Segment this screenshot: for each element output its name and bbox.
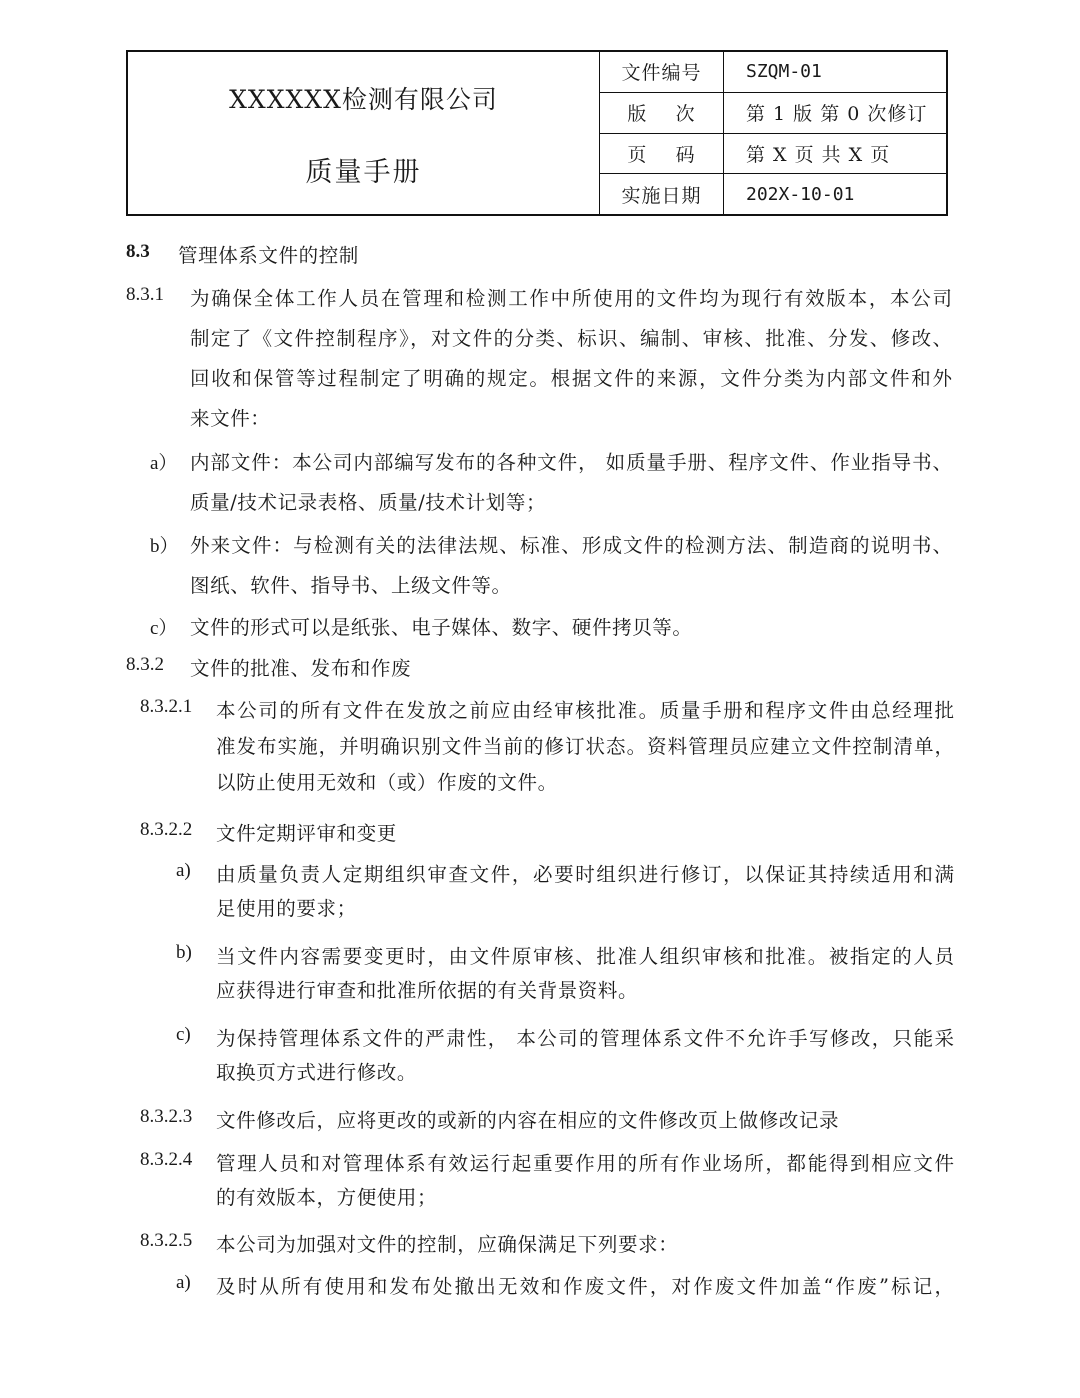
list-item-line: 为保持管理体系文件的严肃性， 本公司的管理体系文件不允许手写修改，只能采 bbox=[216, 1027, 954, 1050]
list-marker: a) bbox=[176, 1272, 191, 1293]
list-item-line: 文件的形式可以是纸张、电子媒体、数字、硬件拷贝等。 bbox=[190, 616, 693, 639]
clause-number-8-3-2-5: 8.3.2.5 bbox=[140, 1230, 193, 1251]
list-marker: a) bbox=[176, 860, 191, 881]
section-title: 管理体系文件的控制 bbox=[178, 244, 359, 267]
clause-number-8-3-2-4: 8.3.2.4 bbox=[140, 1149, 193, 1170]
header-label: 文件编号 bbox=[600, 52, 724, 92]
paragraph-line: 的有效版本，方便使用； bbox=[216, 1186, 438, 1209]
paragraph-line: 为确保全体工作人员在管理和检测工作中所使用的文件均为现行有效版本，本公司 bbox=[190, 287, 952, 310]
header-label: 实施日期 bbox=[600, 174, 724, 214]
header-label: 版 次 bbox=[600, 93, 724, 133]
clause-number-8-3-2-3: 8.3.2.3 bbox=[140, 1106, 193, 1127]
clause-number-8-3-2-1: 8.3.2.1 bbox=[140, 696, 193, 717]
header-title-cell bbox=[128, 52, 600, 214]
clause-title: 文件的批准、发布和作废 bbox=[190, 657, 412, 680]
list-marker: a） bbox=[150, 453, 178, 474]
header-meta bbox=[600, 52, 946, 214]
list-item-line: 足使用的要求； bbox=[216, 897, 357, 920]
paragraph-line: 文件修改后，应将更改的或新的内容在相应的文件修改页上做修改记录 bbox=[216, 1109, 840, 1132]
list-marker: c) bbox=[176, 1024, 191, 1045]
clause-number-8-3-2: 8.3.2 bbox=[126, 654, 164, 675]
list-item-line: 质量/技术记录表格、质量/技术计划等； bbox=[190, 491, 547, 514]
list-item-line: 应获得进行审查和批准所依据的有关背景资料。 bbox=[216, 979, 639, 1002]
list-marker: c） bbox=[150, 618, 178, 639]
list-item-line: 图纸、软件、指导书、上级文件等。 bbox=[190, 574, 512, 597]
paragraph-line: 管理人员和对管理体系有效运行起重要作用的所有作业场所，都能得到相应文件 bbox=[216, 1152, 954, 1175]
list-item-line: 外来文件：与检测有关的法律法规、标准、形成文件的检测方法、制造商的说明书、 bbox=[190, 534, 952, 557]
list-item-line: 取换页方式进行修改。 bbox=[216, 1061, 418, 1084]
clause-number-8-3-1: 8.3.1 bbox=[126, 284, 164, 305]
list-item-line: 由质量负责人定期组织审查文件，必要时组织进行修订，以保证其持续适用和满 bbox=[216, 863, 954, 886]
paragraph-line: 来文件： bbox=[190, 407, 271, 430]
paragraph-line: 本公司的所有文件在发放之前应由经审核批准。质量手册和程序文件由总经理批 bbox=[216, 699, 954, 722]
paragraph-line: 以防止使用无效和（或）作废的文件。 bbox=[216, 771, 558, 794]
list-marker: b） bbox=[150, 536, 179, 557]
header-label: 页 码 bbox=[600, 134, 724, 174]
header-row-date bbox=[600, 174, 946, 214]
document-header-table bbox=[126, 50, 948, 216]
clause-number-8-3-2-2: 8.3.2.2 bbox=[140, 819, 193, 840]
header-row-doc-number bbox=[600, 52, 946, 93]
clause-title: 文件定期评审和变更 bbox=[216, 822, 397, 845]
paragraph-line: 制定了《文件控制程序》，对文件的分类、标识、编制、审核、批准、分发、修改、 bbox=[190, 327, 952, 350]
section-number: 8.3 bbox=[126, 241, 150, 262]
list-marker: b) bbox=[176, 942, 192, 963]
paragraph-line: 回收和保管等过程制定了明确的规定。根据文件的来源，文件分类为内部文件和外 bbox=[190, 367, 952, 390]
company-name: XXXXXX检测有限公司 bbox=[229, 84, 498, 114]
header-row-edition bbox=[600, 93, 946, 134]
header-value: SZQM-01 bbox=[746, 61, 822, 83]
header-value: 第 1 版 第 0 次修订 bbox=[746, 103, 928, 126]
paragraph-line: 准发布实施，并明确识别文件当前的修订状态。资料管理员应建立文件控制清单， bbox=[216, 735, 954, 758]
header-row-page bbox=[600, 134, 946, 175]
list-item-line: 内部文件：本公司内部编写发布的各种文件， 如质量手册、程序文件、作业指导书、 bbox=[190, 451, 952, 474]
paragraph-line: 本公司为加强对文件的控制，应确保满足下列要求： bbox=[216, 1233, 679, 1256]
manual-title: 质量手册 bbox=[305, 156, 422, 188]
header-value: 202X-10-01 bbox=[746, 183, 855, 205]
list-item-line: 及时从所有使用和发布处撤出无效和作废文件，对作废文件加盖“作废”标记， bbox=[216, 1275, 954, 1298]
header-value: 第 X 页 共 X 页 bbox=[746, 143, 891, 166]
list-item-line: 当文件内容需要变更时，由文件原审核、批准人组织审核和批准。被指定的人员 bbox=[216, 945, 954, 968]
